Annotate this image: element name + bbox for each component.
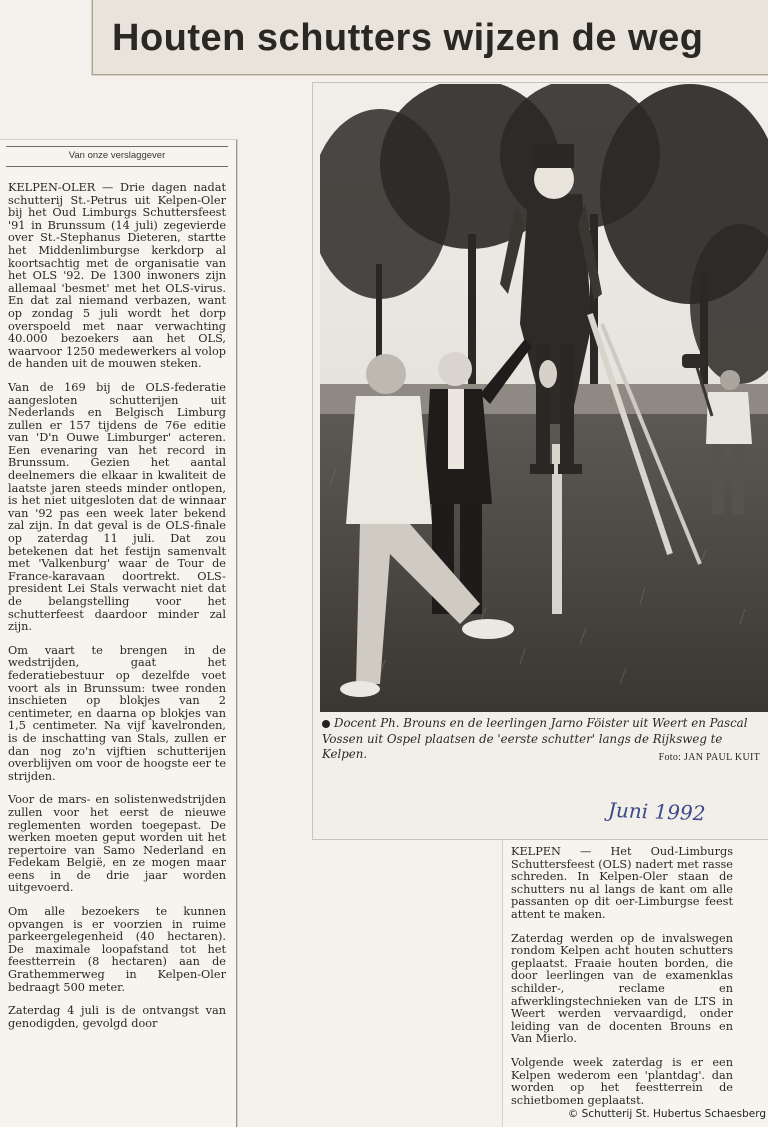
paragraph: Volgende week zaterdag is er een Kelpen wederom een 'plantdag'. dan worden op het feestterrein de schietbomen geplaatst.	[511, 1055, 733, 1107]
byline-rule-top	[6, 146, 228, 147]
byline: Van onze verslaggever	[68, 150, 166, 161]
news-photo	[320, 84, 768, 712]
photo-caption-text: Docent Ph. Brouns en de leerlingen Jarno Föister uit Weert en Pascal Vossen uit Ospel plaatsen de 'eerste schutter' langs de Rijksweg te Kelpen.	[322, 716, 748, 761]
paragraph: KELPEN — Het Oud-Limburgs Schuttersfeest (OLS) nadert met rasse schreden. In Kelpen-Oler staan de schutters nu al langs de kant om alle passanten op dit oer-Limburgse feest attent te maken.	[511, 846, 733, 921]
paragraph: Voor de mars- en solistenwedstrijden zullen voor het eerst de nieuwe reglementen worden toegepast. De werken moeten geput worden uit het repertoire van Samo Nederland en Fedekam België, en ze mogen maar eens in de drie jaar worden uitgevoerd.	[8, 793, 226, 895]
byline-rule-bottom	[6, 166, 228, 167]
bullet-icon	[322, 720, 330, 728]
article-headline: Houten schutters wijzen de weg	[112, 17, 704, 59]
paragraph: Om vaart te brengen in de wedstrijden, gaat het federatiebestuur op dezelfde voet voort als in Brunssum: twee ronden inschieten op blokjes van 2 centimeter, en daarna op blokjes van 1,5 centimeter. Na vijf kavelronden, is de inschatting van Stals, zullen er dan nog zo'n vijftien schutterijen overblijven om voor de hoogste eer te strijden.	[8, 643, 226, 783]
article-body-right	[511, 846, 733, 1121]
handwritten-date: Juni 1992	[607, 797, 706, 826]
paragraph: Van de 169 bij de OLS-federatie aangesloten schutterijen uit Nederlands en Belgisch Limburg zullen er 157 tijdens de 76e editie van 'D'n Ouwe Limburger' acteren. Een evenaring van het record in Brunssum. Gezien het aantal deelnemers die elkaar in kwaliteit de laatste jaren steeds minder ontlopen, is het niet uitgesloten dat de winnaar van '92 pas een week later bekend zal zijn. In dat geval is de OLS-finale op zaterdag 11 juli. Dat zou betekenen dat het festijn samenvalt met 'Valkenburg' waar de Tour de France-karavaan doortrekt. OLS-president Lei Stals verwacht niet dat de belangstelling voor het schutterfeest daardoor minder zal zijn.	[8, 380, 226, 634]
paragraph: Zaterdag 4 juli is de ontvangst van genodigden, gevolgd door	[8, 1004, 226, 1030]
photo-credit: Foto: JAN PAUL KUIT	[658, 752, 760, 763]
article-body-left	[8, 182, 226, 1117]
copyright-watermark: © Schutterij St. Hubertus Schaesberg	[567, 1108, 766, 1120]
paragraph: Zaterdag werden op de invalswegen rondom Kelpen acht houten schutters geplaatst. Fraaie houten borden, die door leerlingen van de examenklas schilder-, reclame en afwerklingstechnieken van de LTS in Weert werden vervaardigd, onder leiding van de docenten Brouns en Van Mierlo.	[511, 931, 733, 1046]
paragraph: Om alle bezoekers te kunnen opvangen is er voorzien in ruime parkeergelegenheid (40 hectaren). De maximale loopafstand tot het feestterrein (8 hectaren) aan de Grathemmerweg in Kelpen-Oler bedraagt 500 meter.	[8, 905, 226, 994]
paragraph: KELPEN-OLER — Drie dagen nadat schutterij St.-Petrus uit Kelpen-Oler bij het Oud Limburgs Schuttersfeest '91 in Brunssum (14 juli) zegevierde over St.-Stephanus Dieteren, startte het Middenlimburgse kerkdorp al koortsachtig met de organisatie van het OLS '92. De 1300 inwoners zijn allemaal 'besmet' met het OLS-virus. En dat zal niemand verbazen, want op zondag 5 juli wordt het dorp overspoeld met naar verwachting 40.000 bezoekers aan het OLS, waarvoor 1250 medewerkers al volop de handen uit de mouwen steken.	[8, 182, 226, 371]
